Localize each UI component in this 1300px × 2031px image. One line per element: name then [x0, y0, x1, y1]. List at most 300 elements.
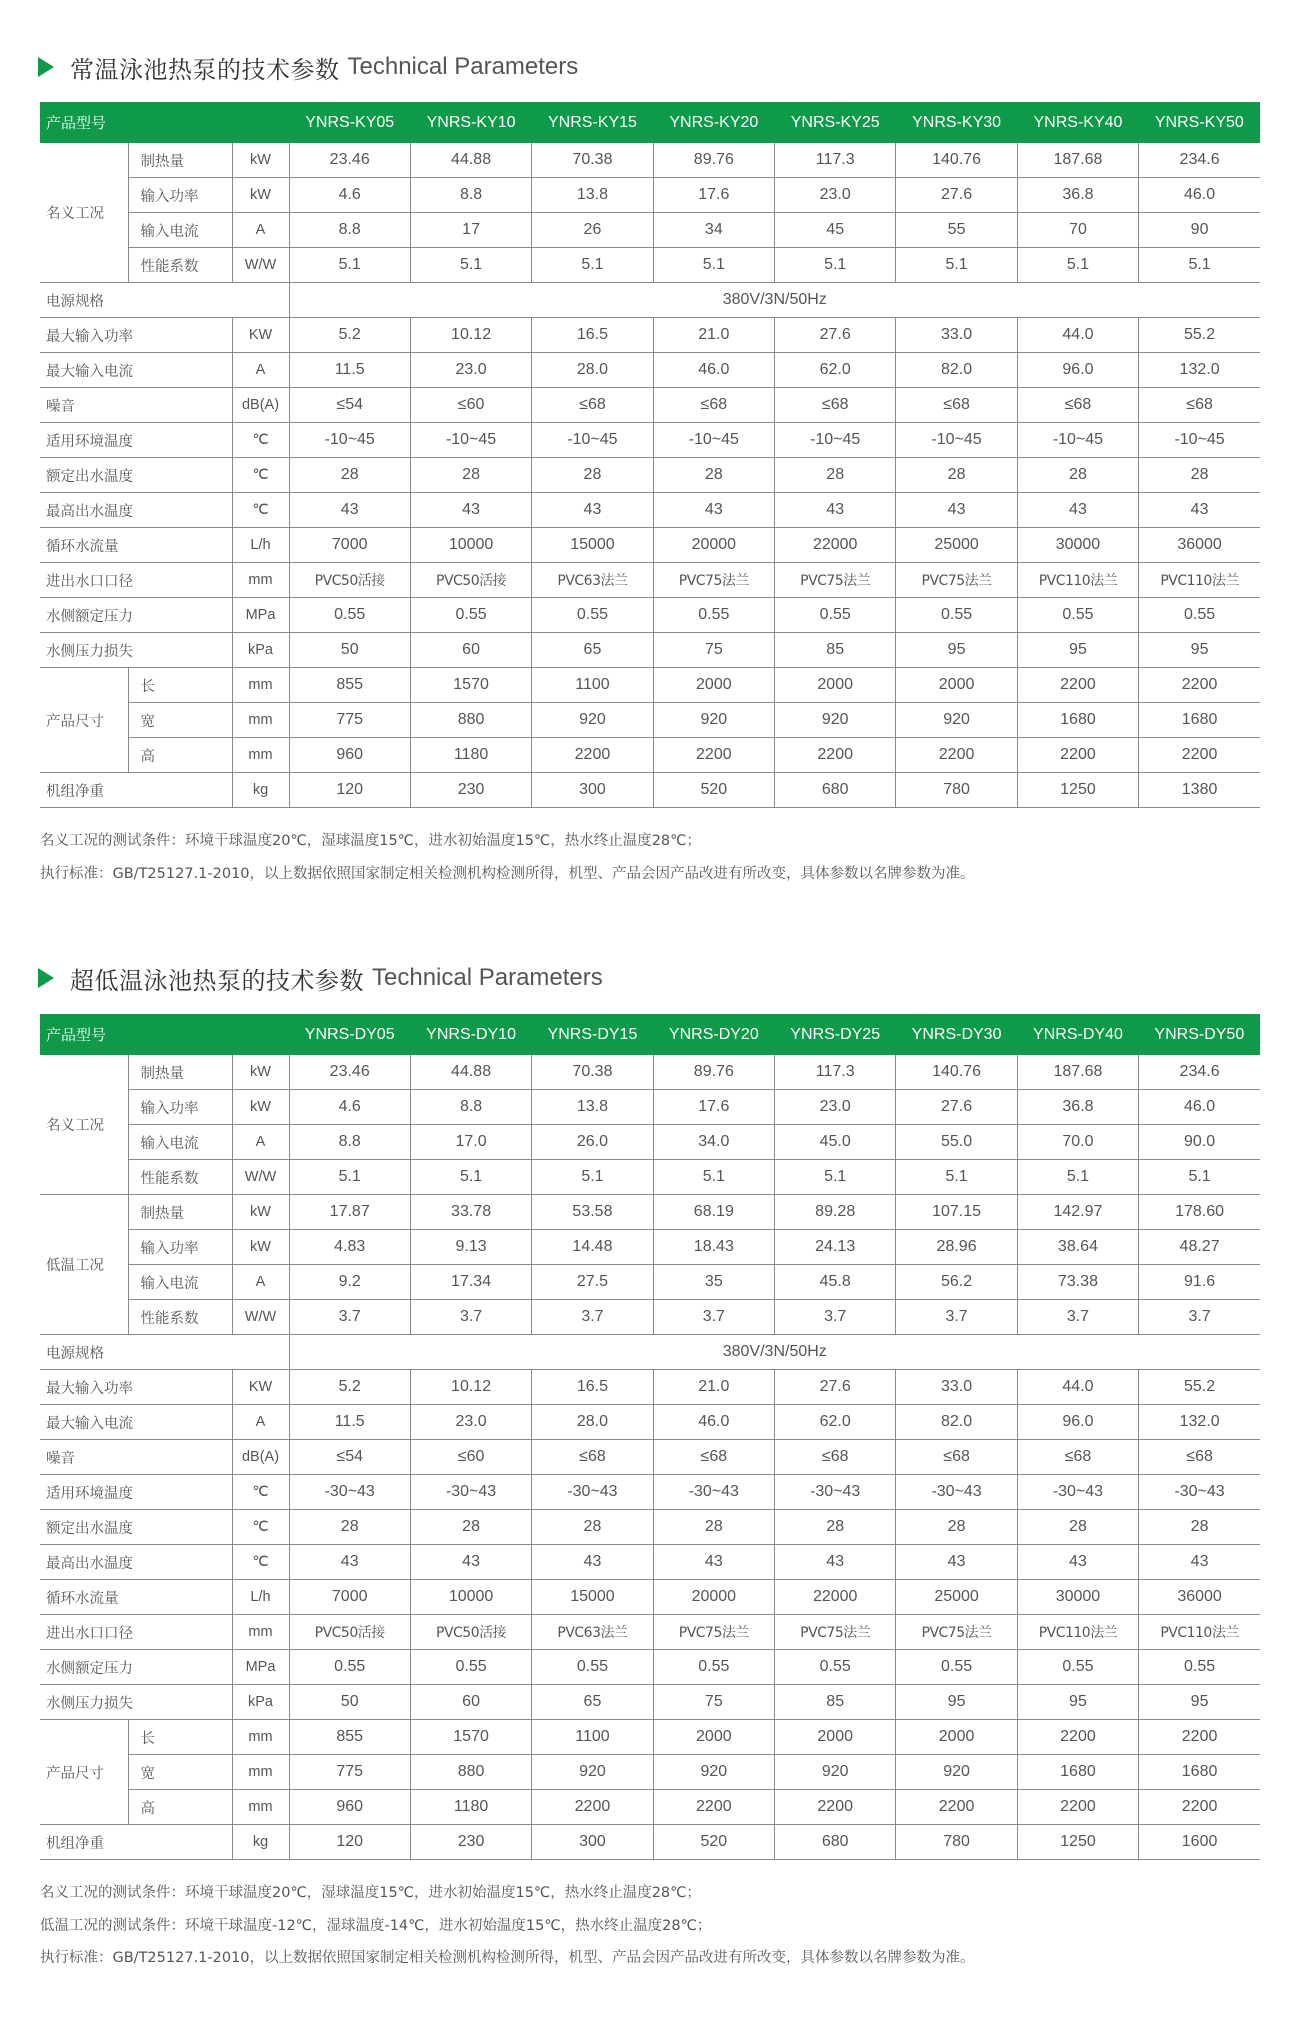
param-label: 噪音 [40, 388, 232, 423]
value-cell: 46.0 [653, 353, 774, 388]
value-cell: ≤60 [410, 388, 531, 423]
value-cell: 43 [1017, 1545, 1138, 1580]
unit-label: A [232, 1125, 289, 1160]
value-cell: 2200 [1139, 668, 1260, 703]
value-cell: 17.34 [410, 1265, 531, 1300]
value-cell: 28 [896, 1510, 1017, 1545]
value-cell: 2200 [775, 1790, 896, 1825]
value-cell: 35 [653, 1265, 774, 1300]
value-cell: 53.58 [532, 1195, 653, 1230]
param-label: 性能系数 [128, 248, 232, 283]
unit-label: MPa [232, 1650, 289, 1685]
value-cell: ≤60 [410, 1440, 531, 1475]
value-cell: 234.6 [1139, 1055, 1260, 1090]
value-cell: 65 [532, 1685, 653, 1720]
value-cell: 25000 [896, 1580, 1017, 1615]
value-cell: 5.1 [289, 248, 410, 283]
value-cell: 142.97 [1017, 1195, 1138, 1230]
value-cell: 1680 [1017, 703, 1138, 738]
value-cell: PVC110法兰 [1139, 1615, 1260, 1650]
value-cell: PVC75法兰 [775, 563, 896, 598]
unit-label: L/h [232, 528, 289, 563]
value-cell: 0.55 [653, 598, 774, 633]
value-cell: 107.15 [896, 1195, 1017, 1230]
value-cell: 5.1 [1139, 248, 1260, 283]
unit-label: mm [232, 668, 289, 703]
unit-label: kPa [232, 1685, 289, 1720]
value-cell: 44.88 [410, 143, 531, 178]
table-row [40, 1195, 1260, 1230]
value-cell: 27.6 [775, 1370, 896, 1405]
value-cell: 36000 [1139, 1580, 1260, 1615]
table-row [40, 1545, 1260, 1580]
value-cell: ≤68 [532, 388, 653, 423]
value-cell: 28 [653, 1510, 774, 1545]
value-cell: 28 [532, 1510, 653, 1545]
value-cell: 187.68 [1017, 1055, 1138, 1090]
table-row [40, 1440, 1260, 1475]
value-cell: 5.1 [1139, 1160, 1260, 1195]
param-label: 最高出水温度 [40, 1545, 232, 1580]
value-cell: 43 [653, 1545, 774, 1580]
value-cell: 11.5 [289, 353, 410, 388]
value-cell: 28 [289, 458, 410, 493]
value-cell: 15000 [532, 528, 653, 563]
value-cell: 28 [532, 458, 653, 493]
value-cell: -10~45 [1017, 423, 1138, 458]
value-cell: 33.0 [896, 318, 1017, 353]
value-cell: 3.7 [410, 1300, 531, 1335]
value-cell: 120 [289, 1825, 410, 1860]
value-cell: 27.6 [896, 178, 1017, 213]
value-cell: 22000 [775, 528, 896, 563]
value-cell: 5.2 [289, 1370, 410, 1405]
value-cell: 775 [289, 1755, 410, 1790]
value-cell: 91.6 [1139, 1265, 1260, 1300]
value-cell: 10000 [410, 1580, 531, 1615]
value-cell: 85 [775, 1685, 896, 1720]
value-cell: 2200 [1017, 668, 1138, 703]
value-cell: 680 [775, 1825, 896, 1860]
value-cell: 7000 [289, 1580, 410, 1615]
table-row [40, 353, 1260, 388]
value-cell: 8.8 [289, 213, 410, 248]
value-cell: 28.0 [532, 1405, 653, 1440]
model-header-label: 产品型号 [40, 1014, 289, 1055]
value-cell: 43 [896, 1545, 1017, 1580]
unit-label: ℃ [232, 423, 289, 458]
value-cell: 132.0 [1139, 353, 1260, 388]
value-cell: ≤68 [532, 1440, 653, 1475]
value-cell: ≤68 [1139, 388, 1260, 423]
value-cell: 2000 [653, 668, 774, 703]
table-row [40, 423, 1260, 458]
param-label: 循环水流量 [40, 528, 232, 563]
value-cell: 89.76 [653, 143, 774, 178]
value-cell: 5.1 [532, 248, 653, 283]
param-label: 最大输入电流 [40, 353, 232, 388]
value-cell: 27.6 [896, 1090, 1017, 1125]
value-cell: 0.55 [1139, 1650, 1260, 1685]
value-cell: -10~45 [653, 423, 774, 458]
value-cell: 234.6 [1139, 143, 1260, 178]
value-cell: 380V/3N/50Hz [289, 1335, 1260, 1370]
value-cell: ≤68 [775, 1440, 896, 1475]
value-cell: 680 [775, 773, 896, 808]
value-cell: 28.0 [532, 353, 653, 388]
value-cell: 17.0 [410, 1125, 531, 1160]
group-label: 产品尺寸 [40, 1720, 128, 1825]
table-row [40, 248, 1260, 283]
param-label: 输入功率 [128, 1230, 232, 1265]
unit-label: mm [232, 563, 289, 598]
table-row [40, 1265, 1260, 1300]
table-row [40, 773, 1260, 808]
value-cell: 0.55 [1017, 598, 1138, 633]
value-cell: 140.76 [896, 1055, 1017, 1090]
value-cell: 3.7 [532, 1300, 653, 1335]
value-cell: PVC50活接 [410, 1615, 531, 1650]
table-row [40, 633, 1260, 668]
header-row [40, 102, 1260, 143]
table-row [40, 493, 1260, 528]
unit-label: kW [232, 178, 289, 213]
value-cell: 2200 [1017, 1720, 1138, 1755]
table-row [40, 1825, 1260, 1860]
model-name: YNRS-DY25 [775, 1014, 896, 1055]
value-cell: 5.1 [289, 1160, 410, 1195]
value-cell: 120 [289, 773, 410, 808]
value-cell: 8.8 [289, 1125, 410, 1160]
value-cell: 1250 [1017, 773, 1138, 808]
value-cell: 75 [653, 1685, 774, 1720]
value-cell: 0.55 [1139, 598, 1260, 633]
unit-label: kPa [232, 633, 289, 668]
value-cell: 920 [775, 1755, 896, 1790]
value-cell: PVC75法兰 [775, 1615, 896, 1650]
value-cell: 89.28 [775, 1195, 896, 1230]
value-cell: 16.5 [532, 318, 653, 353]
param-label: 制热量 [128, 1195, 232, 1230]
value-cell: PVC110法兰 [1017, 1615, 1138, 1650]
value-cell: 5.1 [775, 248, 896, 283]
model-name: YNRS-KY20 [653, 102, 774, 143]
param-label: 水侧额定压力 [40, 598, 232, 633]
value-cell: 44.0 [1017, 318, 1138, 353]
value-cell: 95 [896, 633, 1017, 668]
table-row [40, 1300, 1260, 1335]
value-cell: 26.0 [532, 1125, 653, 1160]
value-cell: 55.2 [1139, 318, 1260, 353]
play-triangle-icon [38, 968, 54, 988]
table-row [40, 1125, 1260, 1160]
footnotes-standard [40, 825, 975, 890]
value-cell: PVC110法兰 [1017, 563, 1138, 598]
value-cell: 28 [289, 1510, 410, 1545]
value-cell: -30~43 [1017, 1475, 1138, 1510]
param-label: 高 [128, 738, 232, 773]
value-cell: 43 [410, 493, 531, 528]
model-name: YNRS-KY10 [410, 102, 531, 143]
model-name: YNRS-KY30 [896, 102, 1017, 143]
unit-label: ℃ [232, 493, 289, 528]
group-label: 名义工况 [40, 1055, 128, 1195]
value-cell: 7000 [289, 528, 410, 563]
value-cell: 5.1 [410, 248, 531, 283]
table-row [40, 1405, 1260, 1440]
param-label: 最大输入功率 [40, 318, 232, 353]
table-row [40, 388, 1260, 423]
param-label: 适用环境温度 [40, 1475, 232, 1510]
value-cell: 27.5 [532, 1265, 653, 1300]
param-label: 最大输入电流 [40, 1405, 232, 1440]
section-title-cn: 超低温泳池热泵的技术参数 [70, 966, 364, 995]
param-label: 输入功率 [128, 178, 232, 213]
param-label: 长 [128, 1720, 232, 1755]
value-cell: 34.0 [653, 1125, 774, 1160]
value-cell: PVC75法兰 [896, 563, 1017, 598]
value-cell: 43 [653, 493, 774, 528]
unit-label: kW [232, 143, 289, 178]
value-cell: 55 [896, 213, 1017, 248]
value-cell: 96.0 [1017, 1405, 1138, 1440]
value-cell: 2200 [1139, 1720, 1260, 1755]
value-cell: 1680 [1139, 703, 1260, 738]
value-cell: 23.46 [289, 1055, 410, 1090]
table-row [40, 1475, 1260, 1510]
value-cell: 73.38 [1017, 1265, 1138, 1300]
param-label: 制热量 [128, 1055, 232, 1090]
value-cell: 5.1 [896, 1160, 1017, 1195]
value-cell: 21.0 [653, 1370, 774, 1405]
value-cell: 36000 [1139, 528, 1260, 563]
table-row [40, 1230, 1260, 1265]
unit-label: L/h [232, 1580, 289, 1615]
table-row [40, 283, 1260, 318]
value-cell: 520 [653, 773, 774, 808]
value-cell: 2000 [775, 1720, 896, 1755]
value-cell: ≤54 [289, 1440, 410, 1475]
value-cell: PVC50活接 [289, 563, 410, 598]
param-label: 水侧额定压力 [40, 1650, 232, 1685]
value-cell: 70.38 [532, 1055, 653, 1090]
value-cell: 60 [410, 1685, 531, 1720]
value-cell: 1680 [1017, 1755, 1138, 1790]
value-cell: 90 [1139, 213, 1260, 248]
value-cell: 23.0 [775, 178, 896, 213]
param-label: 水侧压力损失 [40, 633, 232, 668]
value-cell: 43 [775, 493, 896, 528]
footnotes-low-temp [40, 1877, 975, 1975]
unit-label: kW [232, 1195, 289, 1230]
value-cell: 5.1 [410, 1160, 531, 1195]
value-cell: 920 [653, 703, 774, 738]
spec-table-low-temp [40, 1014, 1260, 1860]
value-cell: 28 [653, 458, 774, 493]
value-cell: 50 [289, 633, 410, 668]
play-triangle-icon [38, 57, 54, 77]
unit-label: ℃ [232, 1475, 289, 1510]
value-cell: 56.2 [896, 1265, 1017, 1300]
value-cell: 0.55 [410, 1650, 531, 1685]
table-row [40, 1650, 1260, 1685]
value-cell: PVC75法兰 [653, 563, 774, 598]
value-cell: 45.0 [775, 1125, 896, 1160]
value-cell: 17.6 [653, 1090, 774, 1125]
value-cell: 1680 [1139, 1755, 1260, 1790]
value-cell: 33.0 [896, 1370, 1017, 1405]
value-cell: 15000 [532, 1580, 653, 1615]
value-cell: PVC63法兰 [532, 563, 653, 598]
value-cell: 43 [532, 493, 653, 528]
value-cell: 855 [289, 1720, 410, 1755]
unit-label: KW [232, 1370, 289, 1405]
table-row [40, 1685, 1260, 1720]
unit-label: A [232, 353, 289, 388]
value-cell: 17.87 [289, 1195, 410, 1230]
value-cell: 1570 [410, 668, 531, 703]
value-cell: 178.60 [1139, 1195, 1260, 1230]
value-cell: 1380 [1139, 773, 1260, 808]
value-cell: 30000 [1017, 1580, 1138, 1615]
param-label: 水侧压力损失 [40, 1685, 232, 1720]
value-cell: 36.8 [1017, 178, 1138, 213]
value-cell: 2000 [896, 1720, 1017, 1755]
value-cell: 1100 [532, 668, 653, 703]
value-cell: 3.7 [775, 1300, 896, 1335]
value-cell: -10~45 [775, 423, 896, 458]
param-label: 额定出水温度 [40, 458, 232, 493]
value-cell: 17.6 [653, 178, 774, 213]
table-row [40, 1335, 1260, 1370]
value-cell: 43 [1017, 493, 1138, 528]
value-cell: 16.5 [532, 1370, 653, 1405]
value-cell: 1570 [410, 1720, 531, 1755]
value-cell: 230 [410, 773, 531, 808]
value-cell: ≤68 [653, 388, 774, 423]
value-cell: 43 [289, 1545, 410, 1580]
value-cell: 3.7 [653, 1300, 774, 1335]
value-cell: -30~43 [289, 1475, 410, 1510]
group-label: 名义工况 [40, 143, 128, 283]
value-cell: 920 [653, 1755, 774, 1790]
model-name: YNRS-DY40 [1017, 1014, 1138, 1055]
value-cell: 132.0 [1139, 1405, 1260, 1440]
value-cell: 95 [1017, 633, 1138, 668]
value-cell: 36.8 [1017, 1090, 1138, 1125]
value-cell: ≤68 [1139, 1440, 1260, 1475]
table-row [40, 1510, 1260, 1545]
param-label: 性能系数 [128, 1300, 232, 1335]
value-cell: 1180 [410, 1790, 531, 1825]
value-cell: 28.96 [896, 1230, 1017, 1265]
value-cell: 9.13 [410, 1230, 531, 1265]
value-cell: 4.6 [289, 178, 410, 213]
value-cell: 2200 [532, 1790, 653, 1825]
value-cell: 27.6 [775, 318, 896, 353]
value-cell: -30~43 [532, 1475, 653, 1510]
value-cell: 55.2 [1139, 1370, 1260, 1405]
value-cell: ≤68 [896, 388, 1017, 423]
value-cell: 0.55 [532, 598, 653, 633]
table-row [40, 1160, 1260, 1195]
table-row [40, 458, 1260, 493]
section-title-standard [38, 52, 578, 82]
value-cell: -10~45 [896, 423, 1017, 458]
value-cell: 17 [410, 213, 531, 248]
value-cell: 95 [896, 1685, 1017, 1720]
value-cell: 48.27 [1139, 1230, 1260, 1265]
value-cell: PVC75法兰 [896, 1615, 1017, 1650]
model-name: YNRS-KY25 [775, 102, 896, 143]
model-name: YNRS-DY10 [410, 1014, 531, 1055]
value-cell: 5.1 [653, 1160, 774, 1195]
value-cell: 0.55 [775, 1650, 896, 1685]
value-cell: 2200 [896, 1790, 1017, 1825]
value-cell: 0.55 [896, 1650, 1017, 1685]
value-cell: PVC110法兰 [1139, 563, 1260, 598]
table-row [40, 563, 1260, 598]
value-cell: ≤68 [1017, 1440, 1138, 1475]
param-label: 输入电流 [128, 1265, 232, 1300]
value-cell: 3.7 [1139, 1300, 1260, 1335]
unit-label: A [232, 1265, 289, 1300]
section-title-en: Technical Parameters [372, 964, 603, 991]
value-cell: 775 [289, 703, 410, 738]
value-cell: 380V/3N/50Hz [289, 283, 1260, 318]
value-cell: 230 [410, 1825, 531, 1860]
unit-label: A [232, 213, 289, 248]
value-cell: 45 [775, 213, 896, 248]
unit-label: W/W [232, 248, 289, 283]
table-row [40, 1055, 1260, 1090]
value-cell: 300 [532, 1825, 653, 1860]
value-cell: 920 [532, 703, 653, 738]
value-cell: 3.7 [896, 1300, 1017, 1335]
value-cell: 45.8 [775, 1265, 896, 1300]
value-cell: 5.2 [289, 318, 410, 353]
value-cell: 3.7 [289, 1300, 410, 1335]
unit-label: ℃ [232, 458, 289, 493]
unit-label: kW [232, 1090, 289, 1125]
value-cell: 920 [775, 703, 896, 738]
unit-label: mm [232, 703, 289, 738]
value-cell: 960 [289, 738, 410, 773]
value-cell: 960 [289, 1790, 410, 1825]
unit-label: mm [232, 1720, 289, 1755]
model-name: YNRS-DY50 [1139, 1014, 1260, 1055]
table-row [40, 1580, 1260, 1615]
value-cell: 46.0 [653, 1405, 774, 1440]
value-cell: 5.1 [896, 248, 1017, 283]
value-cell: 780 [896, 773, 1017, 808]
value-cell: 2200 [1139, 1790, 1260, 1825]
model-name: YNRS-DY05 [289, 1014, 410, 1055]
value-cell: 1250 [1017, 1825, 1138, 1860]
param-label: 宽 [128, 703, 232, 738]
value-cell: 10000 [410, 528, 531, 563]
table-row [40, 1790, 1260, 1825]
value-cell: -30~43 [653, 1475, 774, 1510]
value-cell: 2200 [1017, 1790, 1138, 1825]
value-cell: ≤68 [896, 1440, 1017, 1475]
model-name: YNRS-KY50 [1139, 102, 1260, 143]
value-cell: 33.78 [410, 1195, 531, 1230]
value-cell: 20000 [653, 1580, 774, 1615]
unit-label: ℃ [232, 1545, 289, 1580]
value-cell: 140.76 [896, 143, 1017, 178]
value-cell: 62.0 [775, 353, 896, 388]
